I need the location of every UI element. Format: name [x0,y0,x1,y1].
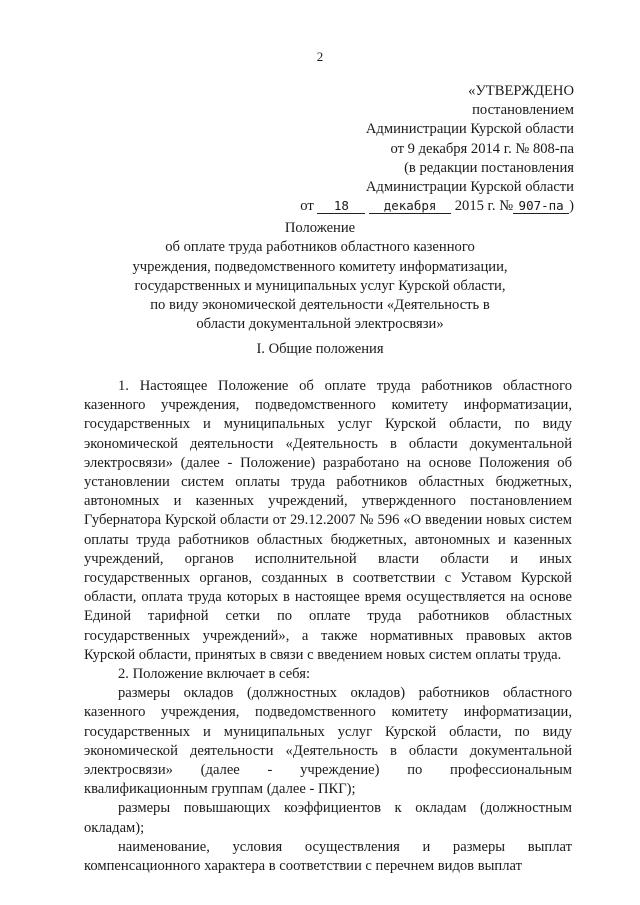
title-line: об оплате труда работников областного казенного [165,239,475,256]
paragraph-3: размеры окладов (должностных окладов) работников областного казенного учреждения, подведомственного комитету информатизации, государственных и муниципальных услуг Курской области, по виду экономической деятельности «Деятельность в области документальной электросвязи» (далее - учреждение) по профессиональным квалификационным группам (далее - ПКГ); [84,685,572,798]
handwritten-month: декабря [369,199,451,214]
section-heading: I. Общие положения [256,341,384,357]
handwritten-day: 18 [317,199,365,214]
title-line: по виду экономической деятельности «Деятельность в [150,297,490,314]
paragraph-4: размеры повышающих коэффициентов к окладам (должностным окладам); [84,800,572,836]
approval-line: «УТВЕРЖДЕНО [468,83,574,99]
paragraph-1: 1. Настоящее Положение об оплате труда работников областного казенного учреждения, подведомственного комитету информатизации, государственных и муниципальных услуг Курской области, по виду экономической деятельности «Деятельность в области документальной электросвязи» (далее - Положение) разработано на основе Положения об установлении систем оплаты труда работников областных бюджетных, автономных и казенных учреждений, утвержденного постановлением Губернатора Курской области от 29.12.2007 № 596 «О введении новых систем оплаты труда работников областных бюджетных, автономных и казенных учреждений, органов исполнительной власти области и иных государственных органов, созданных в соответствии с Уставом Курской области, оплата труда которых в настоящее время осуществляется на основе Единой тарифной сетки по оплате труда работников областных государственных учреждений», а также нормативных правовых актов Курской области, принятых в связи с введением новых систем оплаты труда. [84,378,572,663]
approval-line: от 9 декабря 2014 г. № 808-па [390,140,574,157]
approval-stamp [300,82,574,216]
date-prefix: от [300,198,314,215]
paragraph-2: 2. Положение включает в себя: [118,666,310,683]
title-line: государственных и муниципальных услуг Курской области, [134,277,506,294]
close-paren: ) [569,198,574,215]
document-body [84,377,572,876]
handwritten-number: 907-па [513,199,569,214]
page-number: 2 [316,49,324,64]
title-line: области документальной электросвязи» [196,316,444,333]
approval-line: Администрации Курской области [365,121,574,138]
approval-date-line [300,197,574,216]
year-text: 2015 г. № [454,198,514,215]
approval-line: постановлением [472,102,574,119]
approval-line: (в редакции постановления [404,159,574,176]
document-title [0,219,640,335]
title-line: учреждения, подведомственного комитету информатизации, [132,258,508,275]
approval-line: Администрации Курской области [365,179,574,196]
title-heading: Положение [284,220,356,236]
paragraph-5: наименование, условия осуществления и размеры выплат компенсационного характера в соответствии с перечнем видов выплат [84,838,572,875]
